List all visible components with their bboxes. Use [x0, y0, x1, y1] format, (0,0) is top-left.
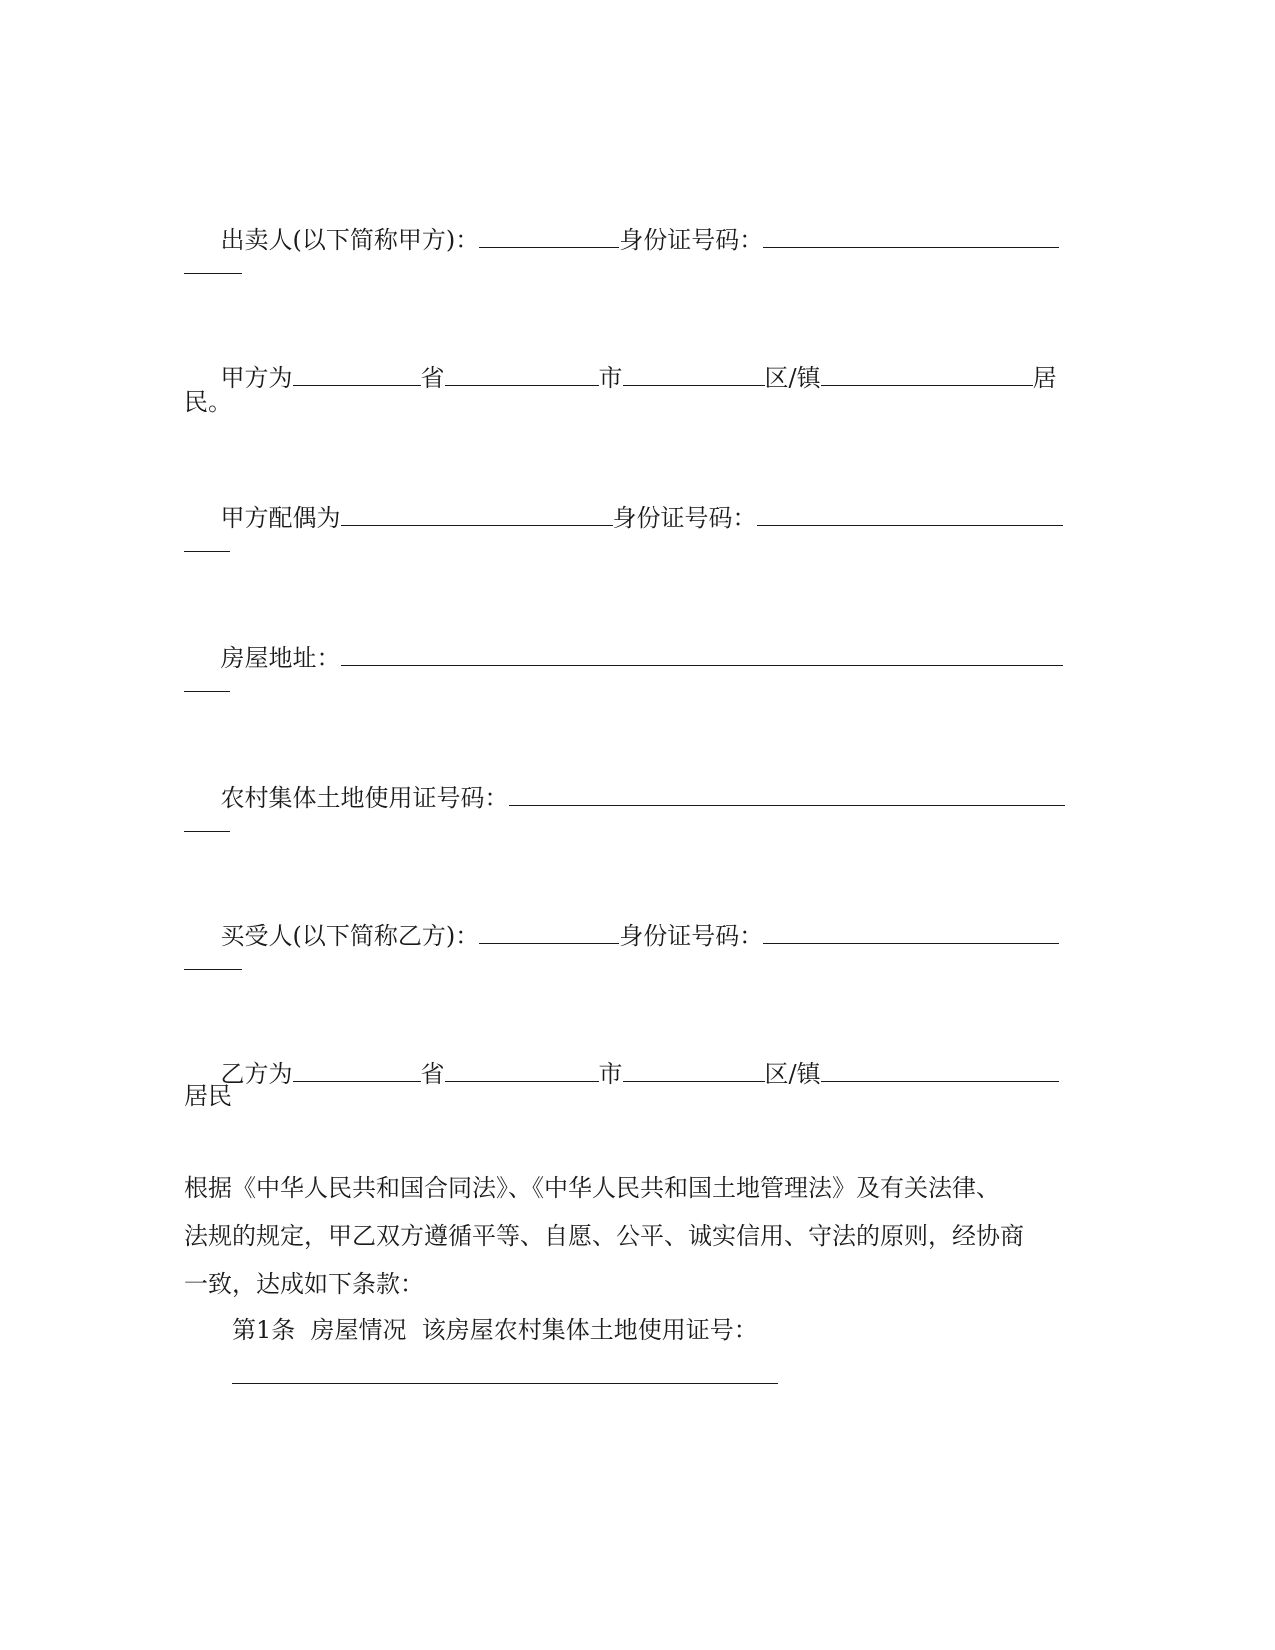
- buyer-province-label: 省: [420, 1060, 445, 1088]
- seller-residence-prefix: 甲方为: [220, 364, 293, 392]
- house-address-blank[interactable]: [341, 647, 1063, 666]
- seller-label: 出卖人(以下简称甲方)：: [220, 226, 480, 254]
- residence-suffix-split: 居: [1032, 364, 1057, 392]
- land-cert-blank-cont: [184, 831, 230, 832]
- buyer-residence-line: [190, 1038, 1059, 1110]
- seller-line: [190, 204, 1059, 276]
- buyer-district-blank[interactable]: [623, 1063, 765, 1082]
- buyer-city-blank[interactable]: [445, 1063, 599, 1082]
- house-address-blank-cont: [184, 691, 230, 692]
- spouse-id-blank[interactable]: [757, 507, 1063, 526]
- buyer-label: 买受人(以下简称乙方)：: [220, 922, 480, 950]
- spouse-label: 甲方配偶为: [220, 504, 341, 532]
- body-paragraph-line-2: 法规的规定，甲乙双方遵循平等、自愿、公平、诚实信用、守法的原则，经协商: [184, 1222, 1024, 1250]
- seller-district-blank[interactable]: [623, 367, 765, 386]
- article-1-heading: 第1条 房屋情况 该房屋农村集体土地使用证号：: [232, 1316, 758, 1344]
- buyer-residence-end: 居民: [184, 1082, 232, 1110]
- body-paragraph-line-1: 根据《中华人民共和国合同法》、《中华人民共和国土地管理法》及有关法律、: [184, 1174, 1000, 1202]
- province-label: 省: [420, 364, 445, 392]
- body-paragraph-line-3: 一致，达成如下条款：: [184, 1270, 424, 1298]
- seller-id-blank[interactable]: [763, 229, 1059, 248]
- city-label: 市: [598, 364, 623, 392]
- land-cert-line: [190, 762, 1065, 834]
- seller-residence-end: 民。: [184, 388, 232, 416]
- spouse-id-label: 身份证号码：: [612, 504, 757, 532]
- buyer-id-label: 身份证号码：: [619, 922, 764, 950]
- seller-town-blank[interactable]: [821, 367, 1033, 386]
- spouse-name-blank[interactable]: [341, 507, 613, 526]
- land-cert-label: 农村集体土地使用证号码：: [220, 784, 509, 812]
- spouse-id-blank-cont: [184, 551, 230, 552]
- seller-id-blank-cont: [184, 273, 242, 274]
- house-address-line: [190, 622, 1063, 694]
- buyer-city-label: 市: [598, 1060, 623, 1088]
- buyer-id-blank[interactable]: [763, 925, 1059, 944]
- buyer-name-blank[interactable]: [479, 925, 619, 944]
- spouse-line: [190, 482, 1063, 554]
- buyer-id-blank-cont: [184, 969, 242, 970]
- buyer-town-blank[interactable]: [821, 1063, 1059, 1082]
- house-address-label: 房屋地址：: [220, 644, 341, 672]
- buyer-residence-prefix: 乙方为: [220, 1060, 293, 1088]
- seller-province-blank[interactable]: [293, 367, 421, 386]
- seller-name-blank[interactable]: [479, 229, 619, 248]
- seller-city-blank[interactable]: [445, 367, 599, 386]
- land-cert-blank[interactable]: [509, 787, 1065, 806]
- buyer-province-blank[interactable]: [293, 1063, 421, 1082]
- district-label: 区/镇: [764, 364, 821, 392]
- buyer-district-label: 区/镇: [764, 1060, 821, 1088]
- buyer-line: [190, 900, 1059, 972]
- seller-residence-line: [190, 342, 1057, 414]
- article-1-blank[interactable]: [232, 1383, 778, 1384]
- seller-id-label: 身份证号码：: [619, 226, 764, 254]
